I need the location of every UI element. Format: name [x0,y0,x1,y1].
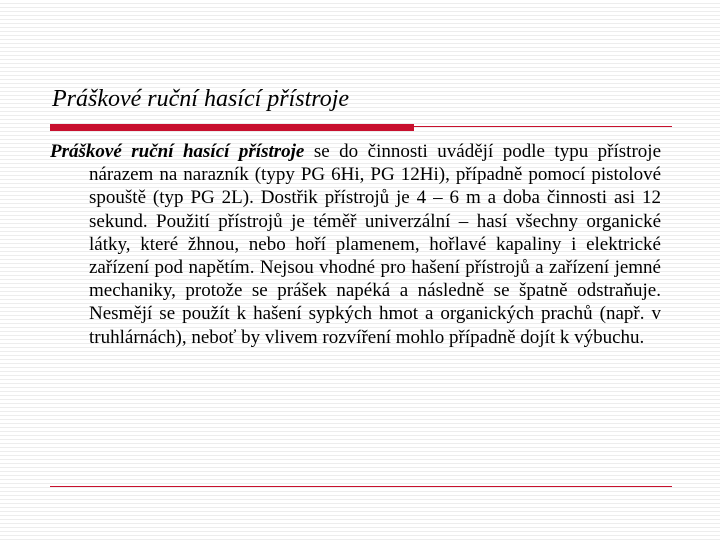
body-paragraph [50,140,661,349]
slide-title: Práškové ruční hasící přístroje [52,86,350,112]
title-accent-bar [50,124,414,131]
body-main-text: se do činnosti uvádějí podle typu přístroje nárazem na narazník (typy PG 6Hi, PG 12Hi), případně pomocí pistolové spouště (typ PG 2L). Dostřik přístrojů je 4 – 6 m a doba činnosti asi 12 sekund. Použití přístrojů je téměř univerzální – hasí všechny organické látky, které žhnou, nebo hoří plamenem, hořlavé kapaliny i elektrické zařízení pod napětím. Nejsou vhodné pro hašení přístrojů a zařízení jemné mechaniky, protože se prášek napéká a následně se špatně odstraňuje. Nesmějí se použít k hašení sypkých hmot a organických prachů (např. v truhlárnách), neboť by vlivem rozvíření mohlo případně dojít k výbuchu. [89,141,661,348]
body-lead-text: Práškové ruční hasící přístroje [50,141,305,162]
footer-rule [50,486,672,487]
